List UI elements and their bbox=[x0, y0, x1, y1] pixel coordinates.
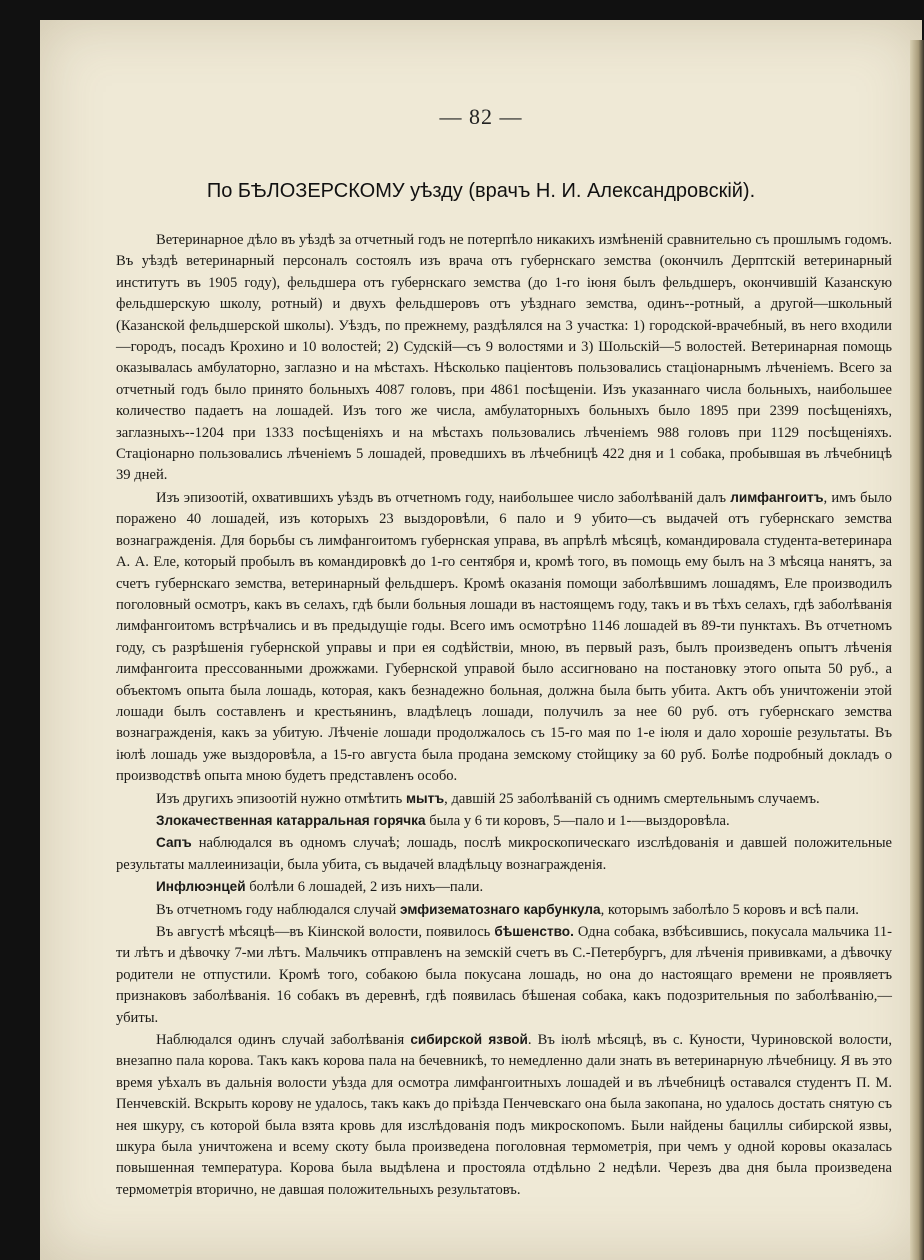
paragraph-text: Изъ эпизоотій, охватившихъ уѣздъ въ отчетномъ году, наибольшее число заболѣваній далъ bbox=[156, 489, 731, 506]
paragraph-text: Одна собака, взбѣсившись, покусала мальчика 11-ти лѣтъ и дѣвочку 7-ми лѣтъ. Мальчикъ отправленъ на земскій счетъ въ С.-Петербургъ, для лѣченія прививками, а дѣвочку родители не отпустили. Кромѣ того, собакою была покусана лошадь, но она до настоящаго времени не проявляетъ признаковъ заболѣванія. 16 собакъ въ деревнѣ, гдѣ появилась бѣшеная собака, какъ подозрительныя по заболѣванію,—убиты. bbox=[116, 924, 892, 1026]
body-paragraph bbox=[116, 899, 892, 921]
adjacent-page-edge bbox=[910, 40, 924, 1260]
emphasized-term: Сапъ bbox=[156, 835, 192, 851]
emphasized-term: бѣшенство. bbox=[494, 924, 574, 939]
paragraph-text: , давшій 25 заболѣваній съ однимъ смертельнымъ случаемъ. bbox=[444, 790, 820, 807]
body-paragraph bbox=[116, 810, 892, 832]
body-paragraph bbox=[116, 1029, 892, 1201]
paragraph-text: , имъ было поражено 40 лошадей, изъ которыхъ 23 выздоровѣли, 6 пало и 9 убито—съ выдачей отъ губернскаго земства вознагражденія. Для борьбы съ лимфангоитомъ губернская управа, въ апрѣлѣ мѣсяцѣ, командировала студента-ветеринара А. А. Еле, который пробылъ въ командировкѣ до 1-го сентября и, кромѣ того, въ помощь ему былъ на 3 мѣсяца нанятъ, за счетъ губернскаго земства, ветеринарный фельдшеръ. Кромѣ оказанія помощи заболѣвшимъ лошадямъ, Еле производилъ поголовный осмотръ, какъ въ селахъ, гдѣ были больныя лошади въ настоящемъ году, такъ и въ тѣхъ селахъ, гдѣ заболѣванія лимфангоитомъ встрѣчались и въ предыдущіе годы. Всего имъ осмотрѣно 1146 лошадей въ 89-ти пунктахъ. Въ отчетномъ году, съ разрѣшенія губернской управы и при ея содѣйствіи, мною, въ первый разъ, былъ произведенъ опытъ лѣченія лимфангоита прессованными дрожжами. Губернской управой было ассигновано на постановку этого опыта 50 руб., а объектомъ опыта была лошадь, которая, какъ безнадежно больная, должна была быть убита. Актъ объ уничтоженіи этой лошади былъ составленъ и крестьянинъ, владѣлецъ лошади, получилъ за нее 60 руб. отъ губернскаго земства вознагражденія, какъ за убитую. Лѣченіе лошади продолжалось съ 15-го мая по 1-е іюля и дало хорошіе результаты. Въ іюлѣ лошадь уже выздоровѣла, а 15-го августа была продана земскому стойщику за 60 руб. Болѣе подробный докладъ о производствѣ опыта мною будетъ представленъ особо. bbox=[116, 489, 892, 785]
paragraph-text: Въ августѣ мѣсяцѣ—въ Кіинской волости, появилось bbox=[156, 924, 495, 940]
document-page bbox=[40, 20, 922, 1260]
paragraph-text: . Въ іюлѣ мѣсяцѣ, въ с. Куности, Чуриновской волости, внезапно пала корова. Такъ какъ корова пала на бечевникѣ, то немедленно дали знать въ ветеринарную лѣчебницу. Я въ это время уѣхалъ въ дальнія волости уѣзда для осмотра лимфангоитныхъ лошадей и въ лѣчебницѣ оставался студентъ П. М. Пенчевскій. Вскрыть корову не удалось, такъ какъ до пріѣзда Пенчевскаго она была закопана, но удалось достать снятую съ нея шкуру, съ которой была взята кровь для изслѣдованія подъ микроскопомъ. Были найдены бациллы сибирской язвы, шкура была уничтожена и всему скоту была произведена поголовная термометрія, при чемъ у одной коровы оказалась повышенная температура. Корова была выдѣлена и простояла отдѣльно 2 недѣли. Черезъ два дня была произведена термометрія вторично, не давшая положительныхъ результатовъ. bbox=[116, 1032, 892, 1198]
body-paragraph bbox=[116, 832, 892, 876]
body-paragraph bbox=[116, 230, 892, 487]
emphasized-term: Инфлюэнцей bbox=[156, 879, 246, 895]
report-body bbox=[116, 230, 892, 1201]
paragraph-text: болѣли 6 лошадей, 2 изъ нихъ—пали. bbox=[245, 879, 484, 896]
paragraph-text: , которымъ заболѣло 5 коровъ и всѣ пали. bbox=[600, 901, 859, 918]
paragraph-text: Наблюдался одинъ случай заболѣванія bbox=[156, 1032, 411, 1049]
emphasized-term: Злокачественная катарральная горячка bbox=[156, 812, 426, 828]
emphasized-term: мытъ bbox=[405, 790, 445, 806]
emphasized-term: сибирской язвой bbox=[410, 1032, 528, 1048]
paragraph-text: Въ отчетномъ году наблюдался случай bbox=[156, 901, 401, 918]
page-title: По БѢЛОЗЕРСКОМУ уѣзду (врачъ Н. И. Александровскій). bbox=[206, 180, 756, 202]
body-paragraph bbox=[116, 788, 892, 810]
emphasized-term: эмфизематознаго карбункула bbox=[400, 901, 601, 917]
body-paragraph bbox=[116, 921, 892, 1029]
page-number: — 82 — bbox=[439, 104, 523, 129]
paragraph-text: Ветеринарное дѣло въ уѣздѣ за отчетный годъ не потерпѣло никакихъ измѣненій сравнительно съ прошлымъ годомъ. Въ уѣздѣ ветеринарный персоналъ состоялъ изъ врача отъ губернскаго земства (окончилъ Дерптскій ветеринарный институтъ въ 1905 году), фельдшера отъ губернскаго земства (до 1-го іюня былъ фельдшеръ, окончившій Казанскую фельдшерскую школу, ротный) и двухъ фельдшеровъ отъ уѣзднаго земства, одинъ--ротный, а другой—школьный (Казанской фельдшерской школы). Уѣздъ, по прежнему, раздѣлялся на 3 участка: 1) городской-врачебный, въ него входили—городъ, посадъ Крохино и 10 волостей; 2) Судскій—съ 9 волостями и 3) Шольскій—5 волостей. Ветеринарная помощь оказывалась амбулаторно, заглазно и на мѣстахъ. Нѣсколько паціентовъ пользовались стаціонарнымъ лѣченіемъ. Всего за отчетный годъ было принято больныхъ 4087 головъ, при 4861 посѣщеніи. Изъ указаннаго числа больныхъ, наибольшее количество падаетъ на лошадей. Изъ того же числа, амбулаторныхъ больныхъ было 1895 при 2399 посѣщеніяхъ, заглазныхъ--1204 при 1333 посѣщеніяхъ и на мѣстахъ пользовались лѣченіемъ 988 головъ при 1129 посѣщеніяхъ. Стаціонарно пользовались лѣченіемъ 5 лошадей, проведшихъ въ лѣчебницѣ 422 дня и 1 собака, пробывшая въ лѣчебницѣ 39 дней. bbox=[116, 232, 892, 484]
paragraph-text: Изъ другихъ эпизоотій нужно отмѣтить bbox=[156, 790, 406, 807]
paragraph-text: была у 6 ти коровъ, 5—пало и 1-—выздоровѣла. bbox=[425, 812, 730, 829]
paragraph-text: наблюдался въ одномъ случаѣ; лошадь, послѣ микроскопическаго изслѣдованія и давшей положительные результаты маллеинизаціи, была убита, съ выдачей владѣльцу вознагражденія. bbox=[116, 835, 892, 873]
body-paragraph bbox=[116, 876, 892, 898]
emphasized-term: лимфангоитъ bbox=[730, 489, 824, 505]
body-paragraph bbox=[116, 487, 892, 788]
